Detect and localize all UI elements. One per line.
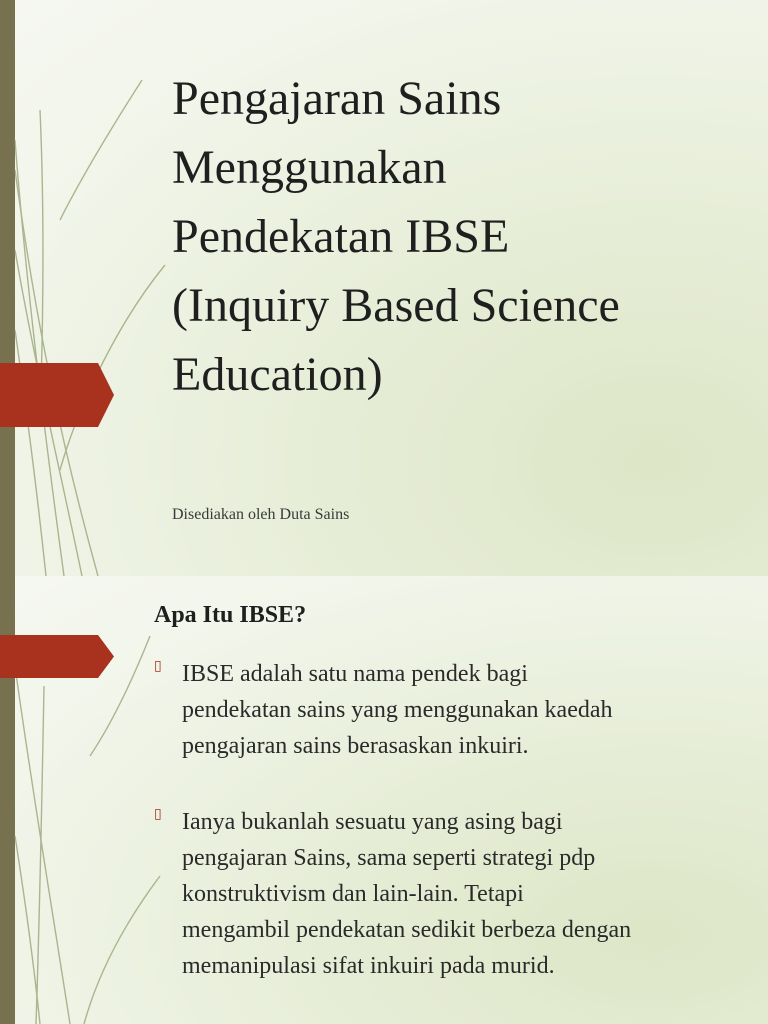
arrow-tab-icon: [0, 363, 114, 427]
bullet-line: memanipulasi sifat inkuiri pada murid.: [182, 953, 555, 979]
slide-title: [172, 64, 752, 409]
bullet-line: pendekatan sains yang menggunakan kaedah: [182, 697, 613, 723]
arrow-tab-icon: [0, 635, 114, 678]
title-line: (Inquiry Based Science: [172, 279, 620, 332]
slide-side-bar: [0, 0, 15, 576]
slide-subtitle: Disediakan oleh Duta Sains: [172, 506, 350, 523]
bullet-text: [182, 804, 754, 984]
bullet-line: IBSE adalah satu nama pendek bagi: [182, 661, 528, 687]
bullet-line: pengajaran sains berasaskan inkuiri.: [182, 733, 529, 759]
open-square-bullet-icon: ▯: [154, 806, 162, 822]
content-slide: [0, 576, 768, 1024]
open-square-bullet-icon: ▯: [154, 658, 162, 674]
bullet-line: mengambil pendekatan sedikit berbeza dengan: [182, 917, 632, 943]
bullet-line: konstruktivism dan lain-lain. Tetapi: [182, 881, 524, 907]
title-line: Pendekatan IBSE: [172, 210, 510, 263]
title-line: Pengajaran Sains: [172, 72, 502, 125]
title-line: Education): [172, 348, 383, 401]
grass-stems-decoration: [0, 0, 200, 576]
title-line: Menggunakan: [172, 141, 447, 194]
slide-heading: Apa Itu IBSE?: [154, 602, 307, 628]
bullet-list: [154, 656, 754, 1024]
list-item: [154, 804, 754, 984]
bullet-text: [182, 656, 754, 764]
list-item: [154, 656, 754, 764]
bullet-line: pengajaran Sains, sama seperti strategi pdp: [182, 845, 596, 871]
bullet-line: Ianya bukanlah sesuatu yang asing bagi: [182, 809, 563, 835]
